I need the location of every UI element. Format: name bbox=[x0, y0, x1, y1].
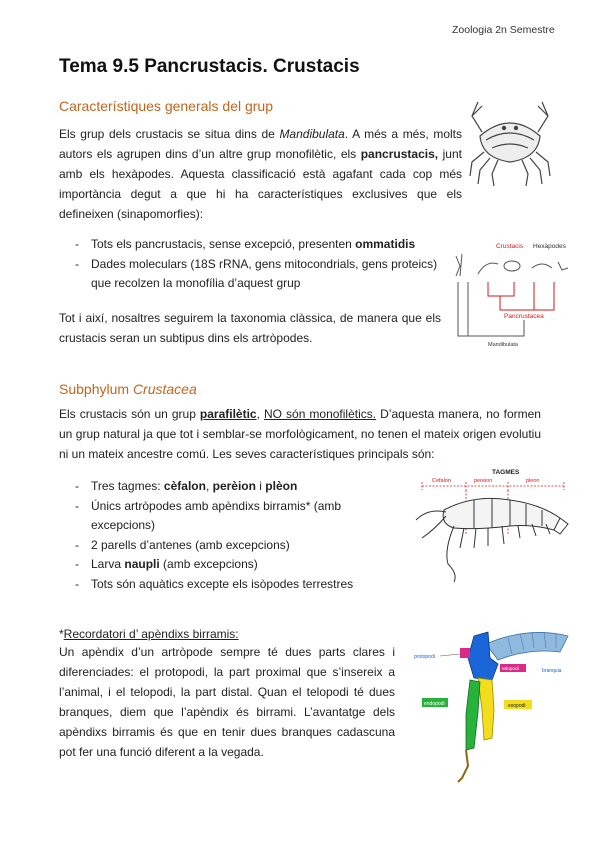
section-heading-biramous: *Recordatori d’ apèndixs birramis: bbox=[59, 627, 239, 641]
tree-label-pancrustacea: Pancrustacea bbox=[504, 313, 544, 320]
section-heading-characteristics: Característiques generals del grup bbox=[59, 98, 274, 114]
tree-label-hexapodes: Hexàpodes bbox=[533, 243, 566, 250]
tree-label-crustacis: Crustacis bbox=[496, 243, 524, 250]
paragraph-biramous: Un apèndix d’un artròpode sempre té dues parts clares i diferenciades: el protopodi, la part proximal que s’insereix a l’animal, i el telopodi, la part distal. Quan el telopodi té dues branques, diem que l’apèndix és birrami. L’avantatge dels apèndixs birramis és que en tenir dues branques cadascuna pot fer una funció diferent a la vegada. bbox=[59, 645, 395, 759]
list-item: - Tres tagmes: cèfalon, perèion i plèon bbox=[59, 477, 409, 497]
label-telopodi: telopodi bbox=[502, 667, 519, 672]
list-item: - Tots són aquàtics excepte els isòpodes terrestres bbox=[59, 575, 409, 595]
label-endopodi: endopodi bbox=[424, 701, 445, 707]
shrimp-label-tagmes: TAGMES bbox=[492, 469, 520, 476]
page-title: Tema 9.5 Pancrustacis. Crustacis bbox=[59, 56, 360, 77]
section-heading-crustacea: Subphylum Crustacea bbox=[59, 381, 197, 397]
shrimp-label-cefalon: Cefalon bbox=[432, 478, 451, 484]
label-exopodi: exopodi bbox=[508, 703, 526, 709]
biramous-appendix-illustration bbox=[408, 618, 576, 788]
crab-illustration bbox=[468, 96, 552, 188]
tree-label-mandibulata: Mandibulata bbox=[488, 342, 518, 348]
synapomorphies-list bbox=[59, 235, 454, 294]
list-item: - Larva naupli (amb excepcions) bbox=[59, 555, 409, 575]
header-note: Zoologia 2n Semestre bbox=[452, 24, 555, 36]
shrimp-label-pereion: pereion bbox=[474, 478, 493, 484]
paragraph-taxonomy: Tot i així, nosaltres seguirem la taxonomia clàssica, de manera que els crustacis seran un subtipus dins els artròpodes. bbox=[59, 311, 441, 345]
shrimp-label-pleon: pleon bbox=[526, 478, 540, 484]
label-branquia: branquia bbox=[542, 668, 562, 674]
list-item: - Tots els pancrustacis, sense excepció, presenten ommatidis bbox=[59, 235, 454, 255]
paragraph-intro: Els grup dels crustacis se situa dins de Mandibulata. A més a més, molts autors els agrupen dins d’un altre grup monofilètic, els pancrustacis, junt amb els hexàpodes. Aquesta classificació està agafant cada cop més importància degut a que hi ha característiques exclusives que els defineixen (sinapomorfies): bbox=[59, 127, 462, 221]
list-item: - 2 parells d’antenes (amb excepcions) bbox=[59, 536, 409, 556]
list-item: - Únics artròpodes amb apèndixs birramis* (amb excepcions) bbox=[59, 497, 409, 536]
shrimp-tagmata-illustration bbox=[414, 464, 570, 586]
pancrustacea-tree bbox=[448, 238, 578, 350]
label-protopodi: protopodi bbox=[414, 654, 435, 660]
crustacea-characteristics-list bbox=[59, 477, 409, 594]
list-item: - Dades moleculars (18S rRNA, gens mitocondrials, gens proteics) que recolzen la monofília d’aquest grup bbox=[59, 255, 454, 294]
paragraph-paraphyletic: Els crustacis són un grup parafilètic, NO són monofilètics. D’aquesta manera, no formen un grup natural ja que tot i semblar-se morfològicament, no tenen el mateix origen evolutiu ni un mateix ancestre comú. Les seves característiques principals són: bbox=[59, 407, 541, 461]
